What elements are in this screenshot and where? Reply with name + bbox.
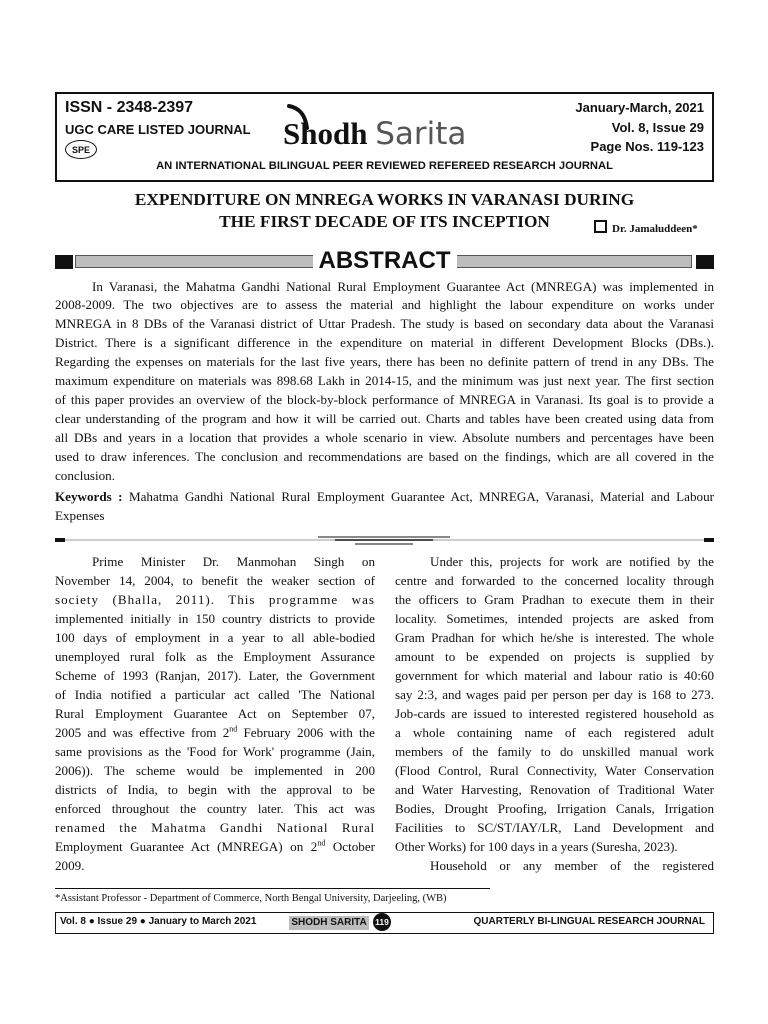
body-line: locality. Sometimes, intended projects are asked from [395,611,714,626]
body-line: implemented initially in 150 country districts to provide [55,611,375,626]
abstract-line: District. There is a significant difference in the expenditure on material in different Development Blocks (DBs.). [55,335,714,350]
body-line: Bodies, Drought Proofing, Irrigation Canals, Irrigation [395,801,714,816]
body-line: Gram Pradhan for which he/she is interested. The whole [395,630,714,645]
checkbox-icon [594,220,607,233]
abstract-line: MNREGA in 8 DBs of the Varanasi district of Uttar Pradesh. The study is based on secondary data about the Varanasi [55,316,714,331]
page-range: Page Nos. 119-123 [590,139,704,154]
body-line: 2009. [55,858,85,873]
abstract-line: clear understanding of the program and how it will be carried out. Charts and tables have been created using data from [55,411,714,426]
body-line: Rural Employment Guarantee Act on September 07, [55,706,375,721]
title-line-1: EXPENDITURE ON MNREGA WORKS IN VARANASI DURING [134,190,635,209]
keywords-line-2: Expenses [55,508,105,523]
body-line: 100 days of employment in a year to all able-bodied [55,630,375,645]
body-line: members of the family to do unskilled manual work [395,744,714,759]
abstract-line: maximum expenditure on materials was 898.68 Lakh in 2014-15, and the minimum was just next year. The first section [55,373,714,388]
body-line: Household or any member of the registered [430,858,714,873]
body-line: same provisions as the 'Food for Work' programme (Jain, [55,744,375,759]
body-line: say 2:3, and wages paid per person per day is 168 to 273. [395,687,714,702]
body-line: Under this, projects for work are notified by the [430,554,714,569]
author-label: Dr. Jamaluddeen* [612,223,698,235]
body-line: (Flood Control, Rural Connectivity, Water Conservation [395,763,714,778]
body-line: Other Works) for 100 days in a years (Suresha, 2023). [395,839,678,854]
body-line: a whole containing name of each registered adult [395,725,714,740]
body-line: government for which material and labour ratio is 40:60 [395,668,714,683]
footer-volume: Vol. 8 ● Issue 29 ● January to March 2021 [60,916,257,927]
journal-tagline: AN INTERNATIONAL BILINGUAL PEER REVIEWED REFEREED RESEARCH JOURNAL [156,160,613,172]
body-line: Scheme of 1993 (Ranjan, 2017). Later, the Government [55,668,375,683]
body-line: Job-cards are issued to interested registered household as [395,706,714,721]
spe-badge: SPE [65,140,97,159]
abstract-line: 2008-2009. The two objectives are to assess the material and highlight the labour expenditure on works under [55,297,714,312]
body-line: Employment Guarantee Act (MNREGA) on 2nd October [55,838,375,854]
footer-journal-type: QUARTERLY BI-LINGUAL RESEARCH JOURNAL [473,916,705,927]
abstract-line: used to draw inferences. The conclusion and recommendations are based on the findings, which are all covered in the [55,449,714,464]
body-line: November 14, 2004, to benefit the weaker section of [55,573,375,588]
ugc-listing: UGC CARE LISTED JOURNAL [65,122,251,137]
body-line: amount to be expended on projects is supplied by [395,649,714,664]
abstract-line: all DBs and years in a location that provides a whole scenario in view. Absolute numbers and percentages have been [55,430,714,445]
body-line: society (Bhalla, 2011). This programme was [55,592,375,607]
abstract-line: of this paper provides an overview of the block-by-block performance of MNREGA in Varanasi. Its goal is to provide a [55,392,714,407]
logo-word-sarita: Sarita [375,116,467,152]
body-line: enforced throughout the country later. This act was [55,801,375,816]
body-line: centre and forwarded to the concerned locality through [395,573,714,588]
page-number: 119 [373,913,391,931]
body-line: 2005 and was effective from 2nd February 2006 with the [55,724,375,740]
abstract-line: Regarding the expenses on materials for the last five years, there has been no definite pattern of trend in any DBs. The [55,354,714,369]
abstract-line: conclusion. [55,468,116,483]
body-line: 2006)). The scheme would be implemented in 200 [55,763,375,778]
keywords-label: Keywords : [55,489,123,504]
keywords-line [55,488,714,506]
issn: ISSN - 2348-2397 [65,99,194,116]
abstract-bar [55,247,714,274]
abstract-heading: ABSTRACT [55,247,714,275]
author-name [594,220,698,235]
footnote-rule [55,888,490,889]
body-line: of India notified a particular act called 'The National [55,687,375,702]
abstract-line: In Varanasi, the Mahatma Gandhi National Rural Employment Guarantee Act (MNREGA) was implemented in [92,279,714,294]
body-line: unemployed rural folk as the Employment Assurance [55,649,375,664]
body-line: Facilities to SC/ST/IAY/LR, Land Development and [395,820,714,835]
issue-date: January-March, 2021 [575,100,704,115]
body-line: Prime Minister Dr. Manmohan Singh on [92,554,375,569]
logo-word-shodh: Shodh [283,116,368,151]
body-line: renamed the Mahatma Gandhi National Rural [55,820,375,835]
keywords-text: Mahatma Gandhi National Rural Employment Guarantee Act, MNREGA, Varanasi, Material and Labour [122,489,714,504]
footnote: *Assistant Professor - Department of Commerce, North Bengal University, Darjeeling, (WB) [55,893,447,904]
section-divider [55,536,714,546]
body-line: the officers to Gram Pradhan to execute them in their [395,592,714,607]
title-line-2: THE FIRST DECADE OF ITS INCEPTION [219,212,550,231]
footer-journal-name: SHODH SARITA [289,916,369,930]
volume-issue: Vol. 8, Issue 29 [611,120,704,135]
page-footer [55,912,714,934]
body-line: and Water Harvesting, Renovation of Traditional Water [395,782,714,797]
journal-masthead [55,92,714,182]
body-line: districts of India, to begin with the approval to be [55,782,375,797]
journal-logo [283,102,513,154]
